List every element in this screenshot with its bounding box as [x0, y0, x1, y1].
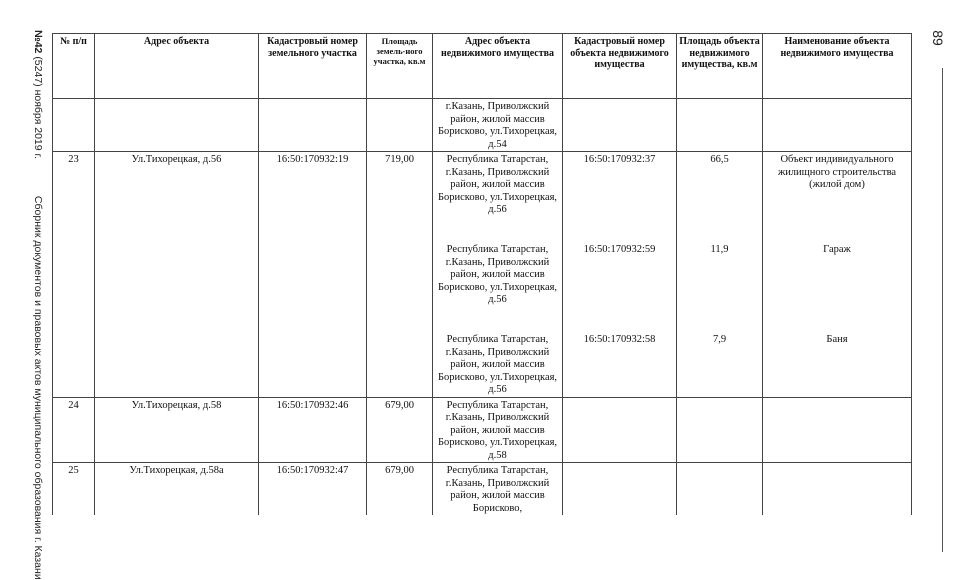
land-area: 679,00: [367, 397, 433, 463]
object-address: Ул.Тихорецкая, д.58а: [95, 463, 259, 516]
estate-cadastral-cell: [563, 397, 677, 463]
table-header-row: [53, 34, 912, 99]
estate-area-cell: [677, 463, 763, 516]
land-area: 719,00: [367, 152, 433, 398]
estate-address: Республика Татарстан, г.Казань, Приволжский район, жилой массив Борисково, ул.Тихорецкая, д.58: [437, 399, 558, 461]
estate-address: Республика Татарстан, г.Казань, Приволжский район, жилой массив Борисково, ул.Тихорецкая, д.56: [437, 334, 558, 395]
estate-area-cell: [677, 152, 763, 398]
land-area: 679,00: [367, 463, 433, 516]
cell-empty: [53, 99, 95, 152]
collection-title: Сборник документов и правовых актов муниципального образования г. Казани: [32, 195, 44, 580]
estate-area: 7,9: [712, 334, 727, 345]
property-table: [52, 33, 912, 515]
table-row: [53, 397, 912, 463]
issue-details: (5247) ноября 2019 г.: [32, 56, 44, 159]
estate-area-cell: [677, 397, 763, 463]
header-land-area: Площадь земель-ного участка, кв.м: [367, 34, 433, 99]
left-margin: [0, 0, 44, 580]
land-cadastral: 16:50:170932:47: [259, 463, 367, 516]
row-number: 23: [53, 152, 95, 398]
page-number: 89: [930, 30, 947, 46]
table-row-continuation: [53, 99, 912, 152]
estate-cadastral-cell: [563, 463, 677, 516]
estate-name: Баня: [826, 334, 848, 345]
estate-name: Объект индивидуального жилищного строительства (жилой дом): [777, 154, 897, 190]
estate-address: Республика Татарстан, г.Казань, Приволжский район, жилой массив Борисково, ул.Тихорецкая, д.56: [437, 244, 558, 305]
header-estate-name: Наименование объекта недвижимого имущества: [763, 34, 912, 99]
object-address: Ул.Тихорецкая, д.56: [95, 152, 259, 398]
estate-address-cell: [433, 463, 563, 516]
estate-cadastral: 16:50:170932:58: [583, 334, 656, 345]
header-land-cadastral: Кадастровый номер земельного участка: [259, 34, 367, 99]
row-number: 25: [53, 463, 95, 516]
issue-number: №42: [32, 30, 44, 54]
continuation-address: г.Казань, Приволжский район, жилой массив Борисково, ул.Тихорецкая, д.54: [433, 99, 563, 152]
estate-cadastral: 16:50:170932:59: [583, 244, 656, 255]
cell-empty: [677, 99, 763, 152]
header-estate-address: Адрес объекта недвижимого имущества: [433, 34, 563, 99]
estate-address: Республика Татарстан, г.Казань, Приволжский район, жилой массив Борисково,: [445, 465, 550, 514]
estate-name: Гараж: [823, 244, 851, 255]
cell-empty: [763, 99, 912, 152]
cell-empty: [367, 99, 433, 152]
side-running-header: [32, 30, 44, 580]
right-rule: [942, 68, 943, 552]
estate-name-cell: [763, 397, 912, 463]
header-object-address: Адрес объекта: [95, 34, 259, 99]
estate-address: Республика Татарстан, г.Казань, Приволжский район, жилой массив Борисково, ул.Тихорецкая, д.56: [437, 154, 558, 215]
estate-address-cell: [433, 152, 563, 398]
estate-area: 66,5: [710, 154, 729, 165]
land-cadastral: 16:50:170932:46: [259, 397, 367, 463]
cell-empty: [95, 99, 259, 152]
table-row: [53, 152, 912, 398]
estate-name-cell: [763, 152, 912, 398]
table-row: [53, 463, 912, 516]
header-estate-cadastral: Кадастровый номер объекта недвижимого имущества: [563, 34, 677, 99]
cell-empty: [259, 99, 367, 152]
header-number: № п/п: [53, 34, 95, 99]
estate-cadastral-cell: [563, 152, 677, 398]
land-cadastral: 16:50:170932:19: [259, 152, 367, 398]
estate-name-cell: [763, 463, 912, 516]
header-estate-area: Площадь объекта недвижимого имущества, кв.м: [677, 34, 763, 99]
estate-area: 11,9: [710, 244, 729, 255]
estate-cadastral: 16:50:170932:37: [583, 154, 656, 165]
cell-empty: [563, 99, 677, 152]
estate-address-cell: [433, 397, 563, 463]
row-number: 24: [53, 397, 95, 463]
object-address: Ул.Тихорецкая, д.58: [95, 397, 259, 463]
